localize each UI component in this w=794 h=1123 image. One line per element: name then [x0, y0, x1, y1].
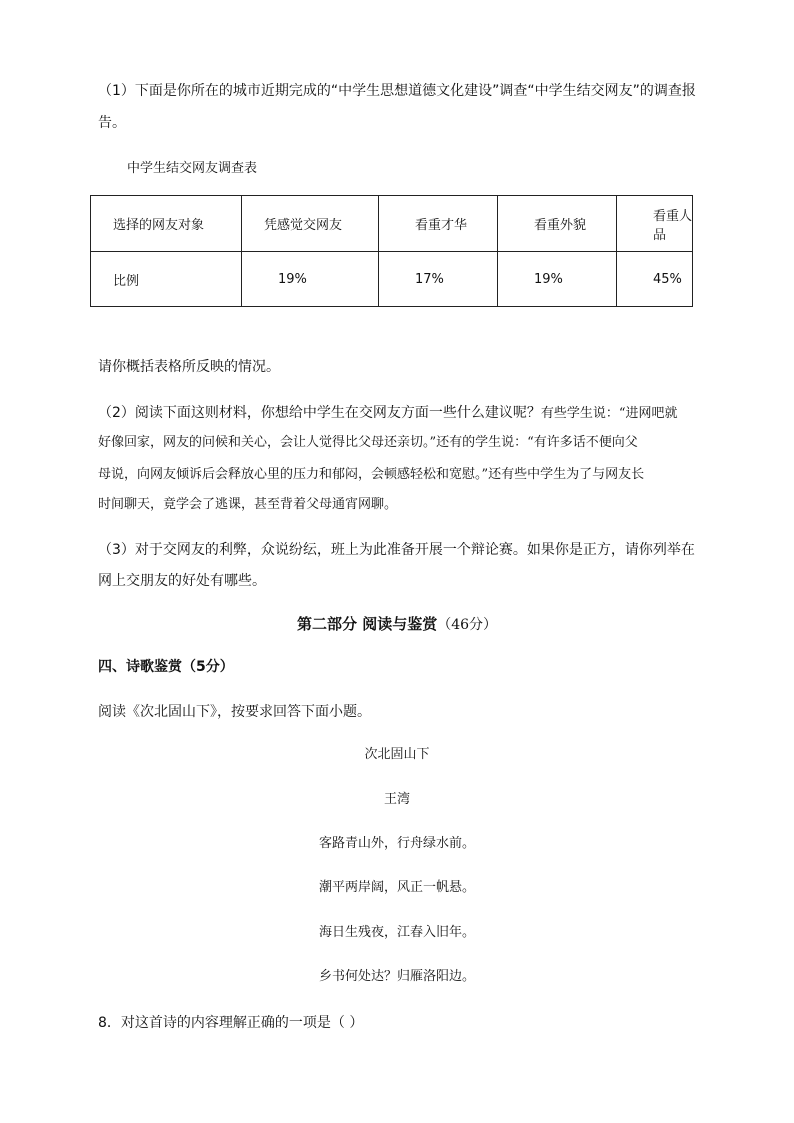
table-header-cell: 看重才华 — [379, 196, 498, 252]
question-3-line-1: （3）对于交网友的利弊，众说纷纭，班上为此准备开展一个辩论赛。如果你是正方，请你列举在 — [98, 542, 695, 558]
question-1-line-2: 告。 — [98, 115, 126, 131]
question-3-line-2: 网上交朋友的好处有哪些。 — [98, 573, 266, 589]
poem-line: 客路青山外，行舟绿水前。 — [318, 836, 475, 851]
part-2-title: 第二部分 阅读与鉴赏 — [296, 615, 438, 633]
table-header-row — [91, 196, 693, 252]
table-cell: 19% — [498, 252, 617, 307]
part-2-score: （46分） — [437, 617, 498, 633]
table-cell: 19% — [242, 252, 379, 307]
poem-line: 潮平两岸阔，风正一帆悬。 — [318, 880, 475, 895]
table-header-cell: 看重外貌 — [498, 196, 617, 252]
part-2-heading — [0, 612, 794, 637]
question-1-line-1: （1）下面是你所在的城市近期完成的“中学生思想道德文化建设”调查“中学生结交网友”的调查报 — [98, 83, 696, 99]
poem-line: 海日生残夜，江春入旧年。 — [318, 925, 475, 940]
question-2-line-2: 好像回家，网友的问候和关心，会让人觉得比父母还亲切。”还有的学生说：“有许多话不便向父 — [98, 435, 638, 450]
table-header-cell: 看重人品 — [617, 196, 693, 252]
question-2-line-4: 时间聊天，竟学会了逃课，甚至背着父母通宵网聊。 — [98, 497, 398, 512]
table-cell: 45% — [617, 252, 693, 307]
reading-instruction: 阅读《次北固山下》，按要求回答下面小题。 — [98, 704, 371, 720]
poem-line: 乡书何处达？归雁洛阳边。 — [318, 969, 475, 984]
question-2-line-1 — [98, 398, 718, 429]
question-2-line-1-quote: 有些学生说：“进网吧就 — [540, 406, 678, 421]
poem-title: 次北固山下 — [364, 747, 430, 762]
summarize-prompt: 请你概括表格所反映的情况。 — [98, 359, 280, 375]
table-caption: 中学生结交网友调查表 — [127, 161, 258, 176]
question-8: 8．对这首诗的内容理解正确的一项是（ ） — [98, 1015, 364, 1031]
question-2-line-1-prompt: （2）阅读下面这则材料，你想给中学生在交网友方面一些什么建议呢？ — [98, 405, 541, 421]
table-header-cell: 凭感觉交网友 — [242, 196, 379, 252]
table-cell: 17% — [379, 252, 498, 307]
section-4-heading: 四、诗歌鉴赏（5分） — [98, 659, 234, 675]
table-header-cell: 选择的网友对象 — [91, 196, 242, 252]
table-row — [91, 252, 693, 307]
table-cell: 比例 — [91, 252, 242, 307]
question-2-line-3: 母说，向网友倾诉后会释放心里的压力和郁闷，会顿感轻松和宽慰。”还有些中学生为了与网友长 — [98, 467, 645, 482]
survey-table — [90, 195, 693, 307]
poem-author: 王湾 — [383, 792, 410, 807]
